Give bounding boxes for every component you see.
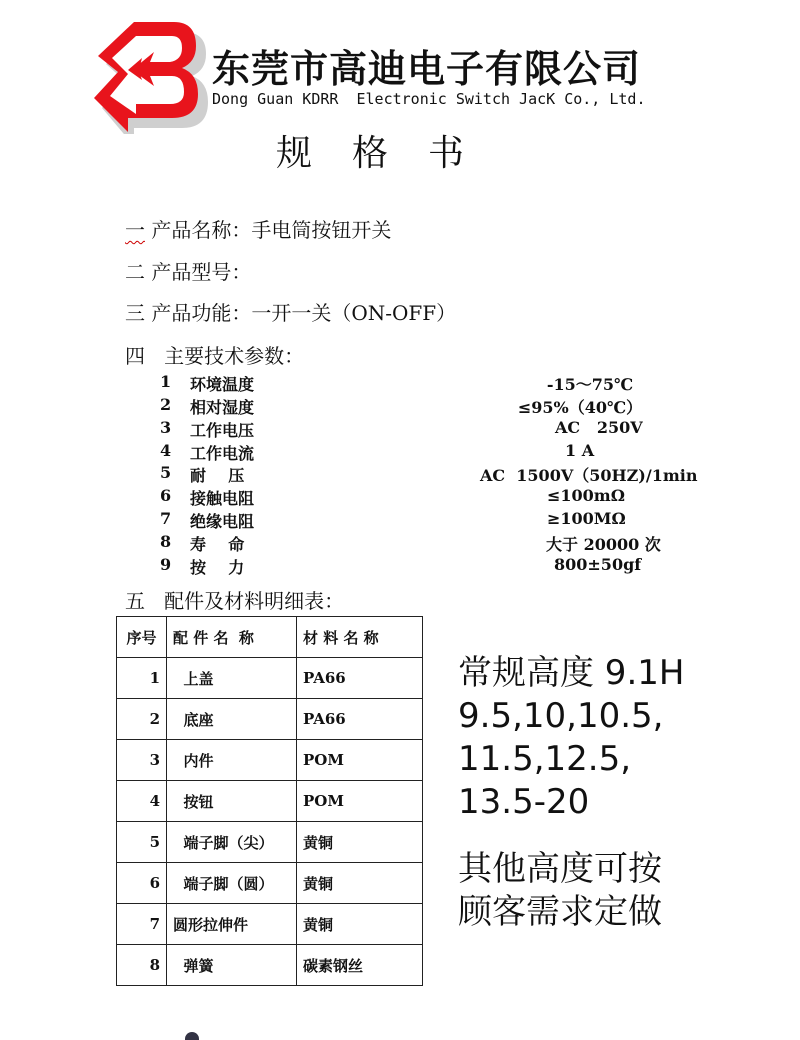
table-row: 4 按钮 POM (117, 781, 423, 822)
image-fragment (185, 1032, 199, 1040)
param-row: 1 环境温度 -15～75℃ (160, 372, 634, 394)
section-bom: 五 配件及材料明细表： (125, 589, 345, 613)
note-line: 11.5,12.5, (458, 739, 632, 779)
custom-height-note (458, 848, 662, 934)
section-product-function: 三 产品功能：一开一关（ON-OFF） (125, 301, 457, 325)
table-row: 3 内件 POM (117, 740, 423, 781)
section-text: 产品名称：手电筒按钮开关 (145, 218, 392, 242)
company-name-cn: 东莞市高迪电子有限公司 (212, 47, 642, 91)
param-row: 8 寿 命 大于 20000 次 (160, 532, 661, 554)
param-row: 9 按 力 800±50gf (160, 555, 642, 577)
param-row: 3 工作电压 AC 250V (160, 418, 643, 440)
param-row: 2 相对湿度 ≤95%（40℃） (160, 395, 643, 417)
company-logo (88, 14, 208, 134)
table-header-row (117, 617, 423, 658)
bom-table (116, 616, 423, 986)
table-row: 1 上盖 PA66 (117, 658, 423, 699)
table-row: 2 底座 PA66 (117, 699, 423, 740)
red-arrow-b-logo-icon (88, 14, 208, 134)
document-title: 规格书 (276, 133, 505, 174)
section-number: 一 (125, 218, 145, 242)
param-row: 4 工作电流 1 A (160, 441, 595, 463)
company-name-en: Dong Guan KDRR Electronic Switch JacK Co., Ltd. (212, 90, 646, 108)
header-cell-index: 序号 (117, 617, 167, 658)
note-line: 常规高度 9.1H (458, 653, 685, 693)
table-row: 5 端子脚（尖） 黄铜 (117, 822, 423, 863)
note-line: 其他高度可按 (458, 849, 662, 889)
header-cell-part: 配 件 名 称 (167, 617, 297, 658)
section-tech-params: 四 主要技术参数： (125, 344, 305, 368)
table-row: 8 弹簧 碳素钢丝 (117, 945, 423, 986)
table-row: 7 圆形拉伸件 黄铜 (117, 904, 423, 945)
param-row: 5 耐 压 AC 1500V（50HZ)/1min (160, 463, 698, 485)
section-product-name (125, 214, 391, 243)
note-line: 9.5,10,10.5, (458, 696, 664, 736)
param-row: 6 接触电阻 ≤100mΩ (160, 486, 625, 508)
table-row: 6 端子脚（圆） 黄铜 (117, 863, 423, 904)
header-cell-material: 材 料 名 称 (297, 617, 423, 658)
section-product-model: 二 产品型号： (125, 260, 252, 284)
note-line: 顾客需求定做 (458, 892, 662, 932)
height-note (458, 652, 684, 824)
param-row: 7 绝缘电阻 ≥100MΩ (160, 509, 626, 531)
note-line: 13.5-20 (458, 782, 590, 822)
